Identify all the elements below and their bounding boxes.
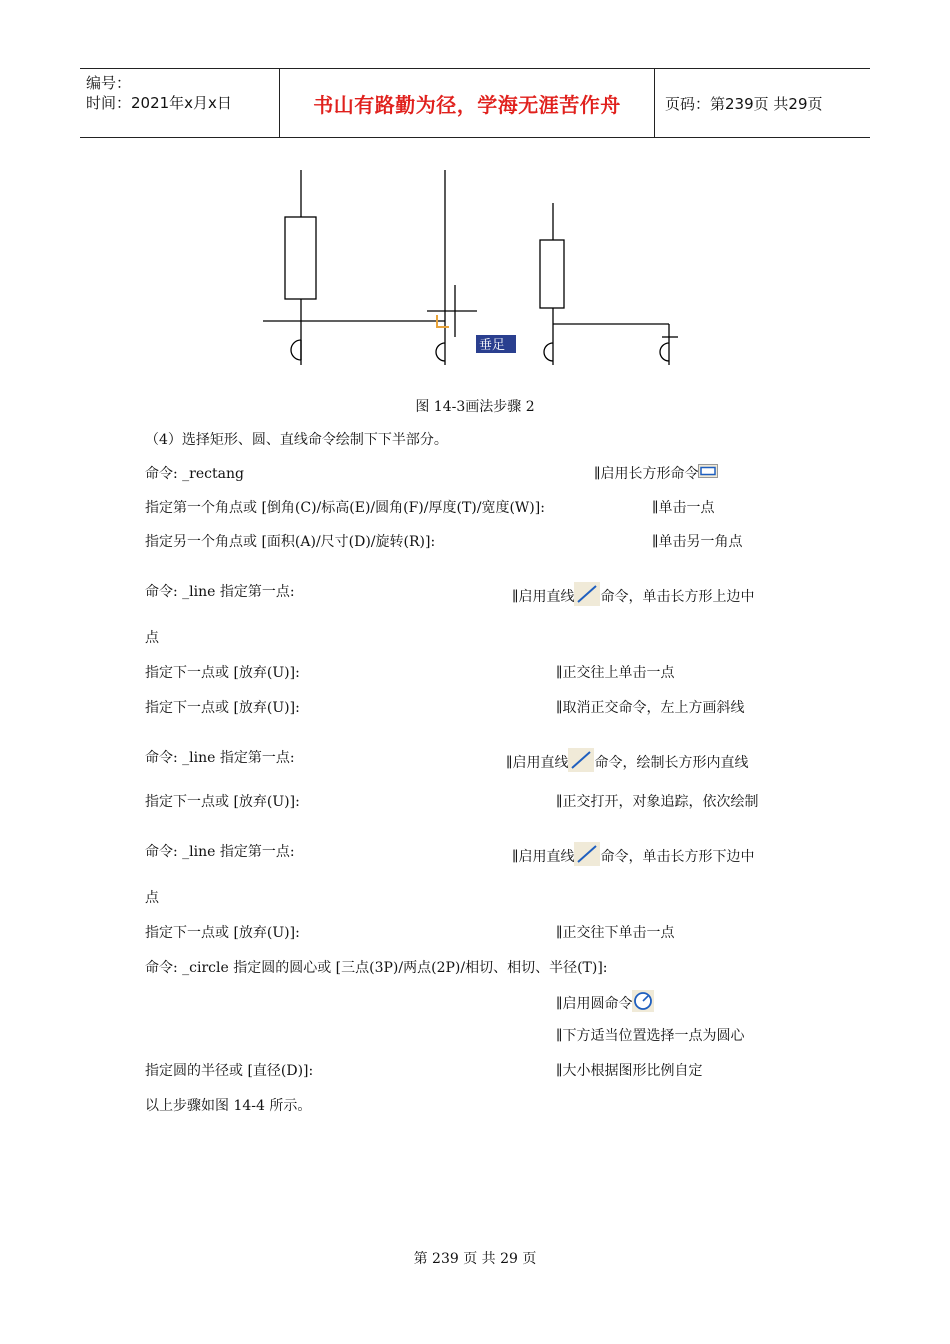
note-next-2: ∥取消正交命令，左上方画斜线 [556, 700, 745, 716]
rectangle-tool-icon [698, 464, 718, 484]
note-other-corner: ∥单击另一角点 [652, 534, 743, 550]
cad-figure [255, 165, 695, 375]
header-motto: 书山有路勤为径，学海无涯苦作舟 [280, 69, 655, 137]
circle-tool-icon [632, 990, 654, 1018]
header-page-label: 页码：第239页 共29页 [665, 94, 823, 113]
note-line-2: ∥启用直线 命令，绘制长方形内直线 [506, 748, 748, 778]
cmd-next-1: 指定下一点或 [放弃(U)]: [145, 665, 300, 681]
cmd-line-1: 命令: _line 指定第一点: [145, 584, 295, 600]
outro-text: 以上步骤如图 14-4 所示。 [145, 1098, 312, 1114]
line-tool-icon [574, 842, 600, 872]
cmd-other-corner: 指定另一个角点或 [面积(A)/尺寸(D)/旋转(R)]: [145, 534, 436, 550]
note-rectang [594, 464, 718, 484]
left-rectangle [285, 217, 316, 299]
note-next-3: ∥正交打开，对象追踪，依次绘制 [556, 794, 759, 810]
note-next-4: ∥正交往下单击一点 [556, 925, 675, 941]
page-footer: 第 239 页 共 29 页 [413, 1251, 537, 1267]
note-circle: ∥启用圆命令 [556, 990, 654, 1018]
note-center: ∥下方适当位置选择一点为圆心 [556, 1028, 745, 1044]
cmd-line-3: 命令: _line 指定第一点: [145, 844, 295, 860]
right-rectangle [540, 240, 564, 308]
figure-caption: 图 14-3画法步骤 2 [415, 399, 535, 415]
line-tool-icon [568, 748, 594, 778]
page-header [80, 68, 870, 138]
note-first-corner: ∥单击一点 [652, 500, 715, 516]
snap-tooltip-text: 垂足 [479, 338, 506, 353]
left-semicircle [291, 340, 301, 360]
serial-label: 编号： [86, 74, 132, 92]
cmd-next-4: 指定下一点或 [放弃(U)]: [145, 925, 300, 941]
note-line-3: ∥启用直线 命令，单击长方形下边中 [512, 842, 754, 872]
note-next-1: ∥正交往上单击一点 [556, 665, 675, 681]
cmd-next-2: 指定下一点或 [放弃(U)]: [145, 700, 300, 716]
middle-semicircle [436, 343, 445, 361]
cont-line-3: 点 [145, 890, 159, 906]
note-radius: ∥大小根据图形比例自定 [556, 1063, 703, 1079]
cmd-next-3: 指定下一点或 [放弃(U)]: [145, 794, 300, 810]
line-tool-icon [574, 582, 600, 612]
time-label: 时间：2021年x月x日 [86, 94, 232, 112]
note-line-1: ∥启用直线 命令，单击长方形上边中 [512, 582, 754, 612]
right-semicircle-b [660, 343, 669, 361]
cmd-first-corner: 指定第一个角点或 [倒角(C)/标高(E)/圆角(F)/厚度(T)/宽度(W)]: [145, 500, 545, 516]
cont-line-1: 点 [145, 630, 159, 646]
cmd-radius: 指定圆的半径或 [直径(D)]: [145, 1063, 314, 1079]
cmd-rectang: 命令: _rectang [145, 466, 244, 482]
intro-text: （4）选择矩形、圆、直线命令绘制下下半部分。 [145, 432, 448, 448]
header-left-cell [80, 69, 280, 137]
cmd-line-2: 命令: _line 指定第一点: [145, 750, 295, 766]
right-semicircle-a [544, 343, 553, 361]
note-rectang-text: ∥启用长方形命令 [594, 466, 699, 482]
cmd-circle: 命令: _circle 指定圆的圆心或 [三点(3P)/两点(2P)/相切、相切、半径(T)]: [145, 960, 608, 976]
